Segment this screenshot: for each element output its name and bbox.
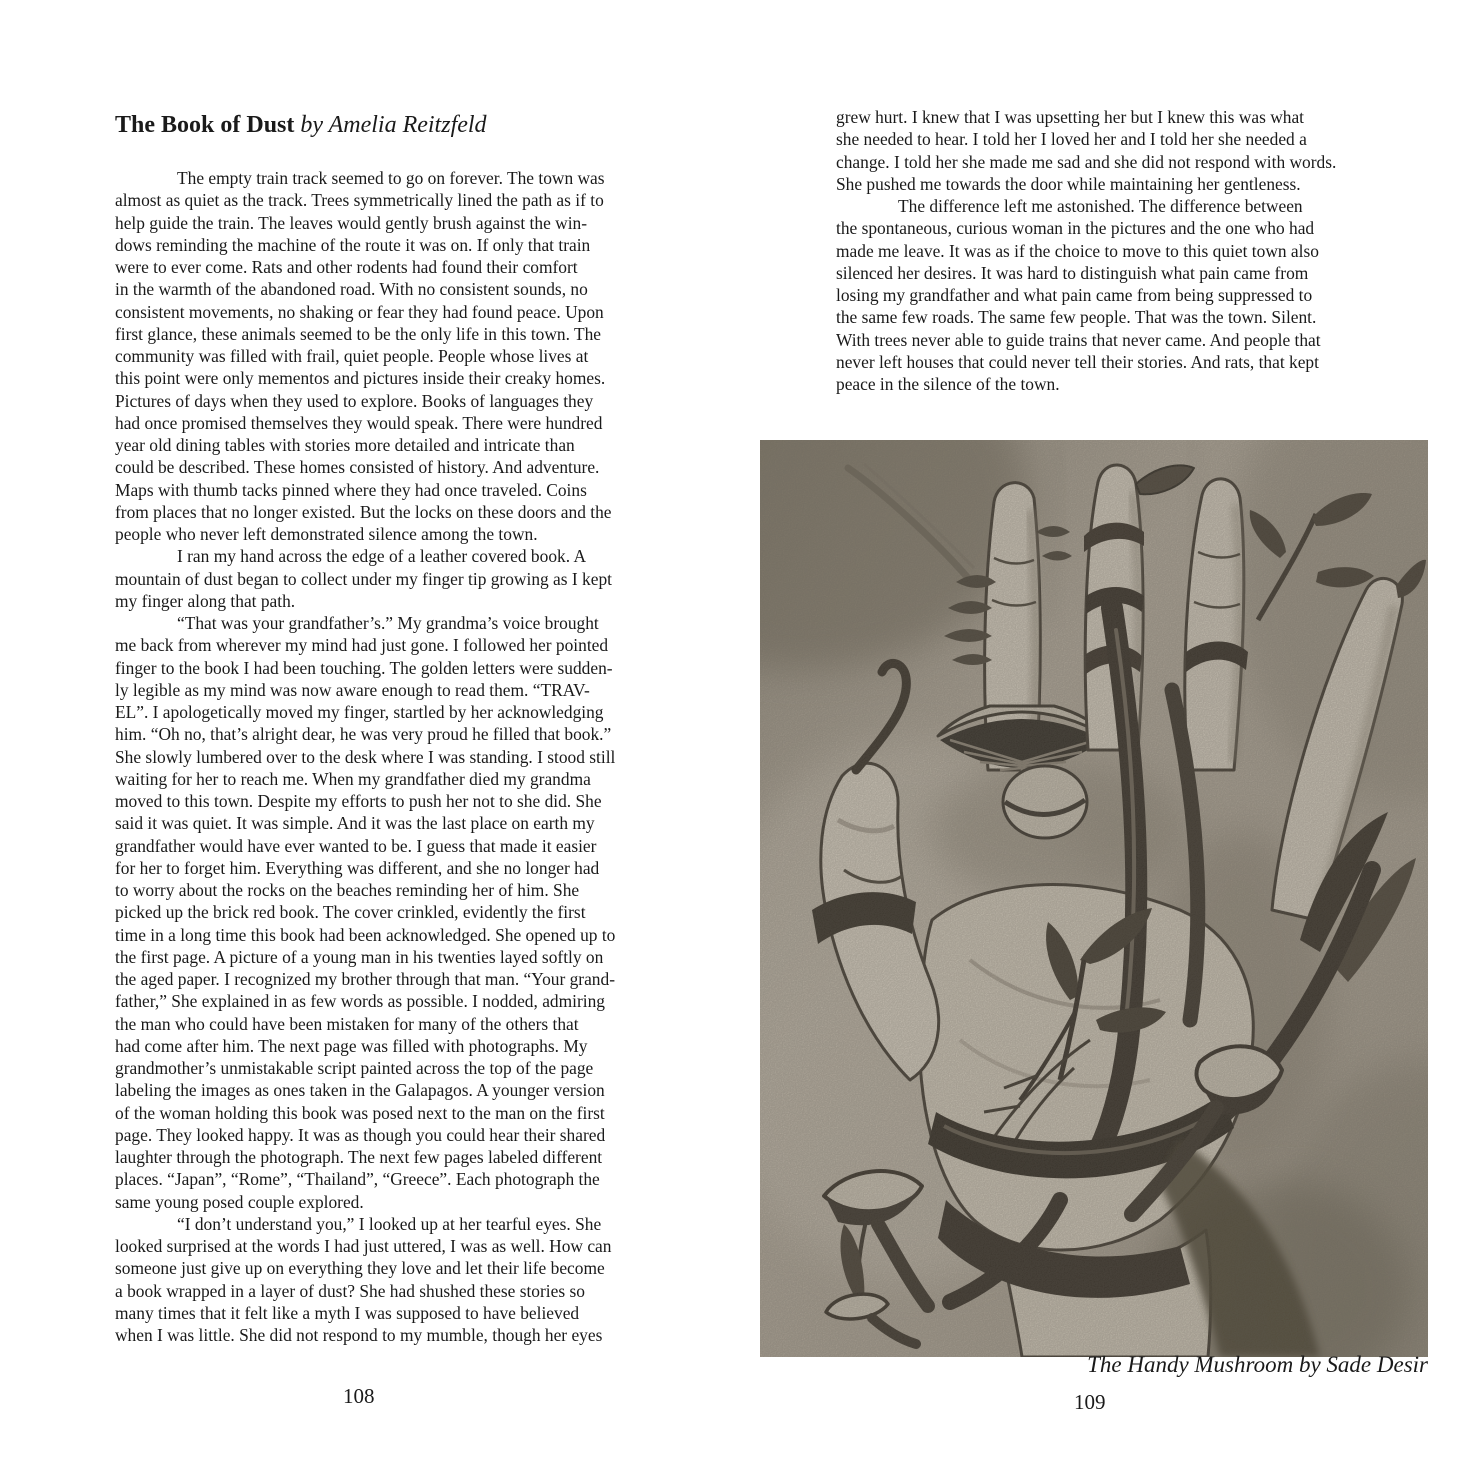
story-line: never left houses that could never tell their stories. And rats, that kept: [836, 351, 1319, 372]
left-page-column: [115, 112, 667, 1346]
story-line: me back from wherever my mind had just gone. I followed her pointed: [115, 635, 609, 656]
story-line: she needed to hear. I told her I loved her and I told her she needed a: [836, 129, 1307, 150]
story-line: places. “Japan”, “Rome”, “Thailand”, “Greece”. Each photograph the: [115, 1169, 600, 1190]
story-line: of the woman holding this book was posed next to the man on the first: [115, 1102, 605, 1123]
story-line: almost as quiet as the track. Trees symmetrically lined the path as if to: [115, 190, 604, 211]
story-line: “That was your grandfather’s.” My grandma’s voice brought: [177, 613, 599, 633]
story-line: first glance, these animals seemed to be the only life in this town. The: [115, 323, 602, 344]
story-line: grandmother’s unmistakable script painted across the top of the page: [115, 1058, 594, 1078]
story-line: year old dining tables with stories more detailed and intricate than: [115, 435, 575, 455]
story-line: this point were only mementos and pictures inside their creaky homes.: [115, 368, 606, 389]
story-line: She pushed me towards the door while maintaining her gentleness.: [836, 173, 1301, 194]
story-line: someone just give up on everything they love and let their life become: [115, 1258, 605, 1279]
story-line: were to ever come. Rats and other rodents had found their comfort: [115, 257, 578, 277]
story-line: the aged paper. I recognized my brother through that man. “Your grand-: [115, 969, 615, 989]
story-body-right: [836, 106, 1396, 395]
page-number-right: 109: [1074, 1390, 1106, 1414]
story-line: finger to the book I had been touching. The golden letters were sudden-: [115, 657, 613, 678]
story-line: him. “Oh no, that’s alright dear, he was very proud he filled that book.”: [115, 724, 612, 745]
story-line: father,” She explained in as few words as possible. I nodded, admiring: [115, 991, 605, 1012]
story-line: ly legible as my mind was now aware enough to read them. “TRAV-: [115, 679, 590, 700]
story-line: could be described. These homes consisted of history. And adventure.: [115, 457, 600, 478]
story-line: laughter through the photograph. The next few pages labeled different: [115, 1147, 603, 1167]
story-line: my finger along that path.: [115, 590, 296, 611]
story-line: time in a long time this book had been acknowledged. She opened up to: [115, 924, 616, 945]
story-line: I ran my hand across the edge of a leather covered book. A: [177, 546, 587, 567]
story-line: had come after him. The next page was filled with photographs. My: [115, 1035, 588, 1056]
story-line: page. They looked happy. It was as though you could hear their shared: [115, 1124, 606, 1145]
story-line: Pictures of days when they used to explore. Books of languages they: [115, 390, 594, 411]
story-line: picked up the brick red book. The cover crinkled, evidently the first: [115, 902, 586, 923]
artwork-caption: The Handy Mushroom by Sade Desir: [1087, 1352, 1428, 1377]
story-line: With trees never able to guide trains that never came. And people that: [836, 329, 1321, 350]
story-line: the first page. A picture of a young man in his twenties layed softly on: [115, 946, 604, 967]
story-line: moved to this town. Despite my efforts to push her not to she did. She: [115, 791, 602, 811]
story-line: She slowly lumbered over to the desk where I was standing. I stood still: [115, 746, 616, 767]
story-line: help guide the train. The leaves would gently brush against the win-: [115, 212, 588, 233]
story-line: same young posed couple explored.: [115, 1191, 364, 1212]
story-line: EL”. I apologetically moved my finger, startled by her acknowledging: [115, 702, 604, 722]
story-line: looked surprised at the words I had just uttered, I was as well. How can: [115, 1236, 612, 1256]
story-title: The Book of Dust: [115, 112, 295, 138]
story-line: in the warmth of the abandoned road. With no consistent sounds, no: [115, 279, 588, 300]
story-line: a book wrapped in a layer of dust? She had shushed these stories so: [115, 1280, 585, 1301]
story-line: from places that no longer existed. But the locks on these doors and the: [115, 501, 612, 522]
story-line: the same few roads. The same few people. That was the town. Silent.: [836, 307, 1317, 328]
story-line: the man who could have been mistaken for many of the others that: [115, 1013, 579, 1034]
story-line: made me leave. It was as if the choice to move to this quiet town also: [836, 240, 1319, 261]
story-line: peace in the silence of the town.: [836, 374, 1060, 394]
story-line: Maps with thumb tacks pinned where they had once traveled. Coins: [115, 479, 587, 500]
story-line: said it was quiet. It was simple. And it was the last place on earth my: [115, 813, 595, 834]
grain-overlay: [760, 440, 1428, 1357]
story-line: The empty train track seemed to go on forever. The town was: [177, 168, 605, 188]
story-line: to worry about the rocks on the beaches reminding her of him. She: [115, 880, 580, 900]
story-line: the spontaneous, curious woman in the pictures and the one who had: [836, 218, 1315, 239]
story-line: The difference left me astonished. The difference between: [898, 196, 1303, 216]
story-line: “I don’t understand you,” I looked up at her tearful eyes. She: [177, 1213, 602, 1234]
story-line: labeling the images as ones taken in the Galapagos. A younger version: [115, 1080, 605, 1101]
story-line: mountain of dust began to collect under my finger tip growing as I kept: [115, 568, 612, 589]
story-line: losing my grandfather and what pain came from being suppressed to: [836, 285, 1313, 305]
story-line: grew hurt. I knew that I was upsetting her but I knew this was what: [836, 107, 1304, 127]
pencil-drawing-hand-with-mushrooms: [760, 440, 1428, 1357]
story-title-line: [115, 112, 667, 139]
story-line: people who never left demonstrated silence among the town.: [115, 524, 538, 544]
story-line: many times that it felt like a myth I was supposed to have believed: [115, 1302, 580, 1323]
page-number-left: 108: [343, 1384, 375, 1408]
story-body-left: [115, 167, 667, 1346]
story-line: silenced her desires. It was hard to distinguish what pain came from: [836, 262, 1309, 283]
story-line: grandfather would have ever wanted to be. I guess that made it easier: [115, 835, 597, 856]
story-line: when I was little. She did not respond to my mumble, though her eyes: [115, 1325, 603, 1345]
story-line: had once promised themselves they would speak. There were hundred: [115, 412, 603, 433]
artwork-the-handy-mushroom: [760, 440, 1428, 1357]
story-byline: by Amelia Reitzfeld: [294, 112, 487, 138]
story-line: dows reminding the machine of the route it was on. If only that train: [115, 234, 591, 255]
story-line: change. I told her she made me sad and she did not respond with words.: [836, 151, 1337, 172]
story-line: for her to forget him. Everything was different, and she no longer had: [115, 857, 600, 878]
story-line: community was filled with frail, quiet people. People whose lives at: [115, 346, 589, 366]
story-line: waiting for her to reach me. When my grandfather died my grandma: [115, 768, 591, 789]
story-line: consistent movements, no shaking or fear they had found peace. Upon: [115, 301, 604, 322]
